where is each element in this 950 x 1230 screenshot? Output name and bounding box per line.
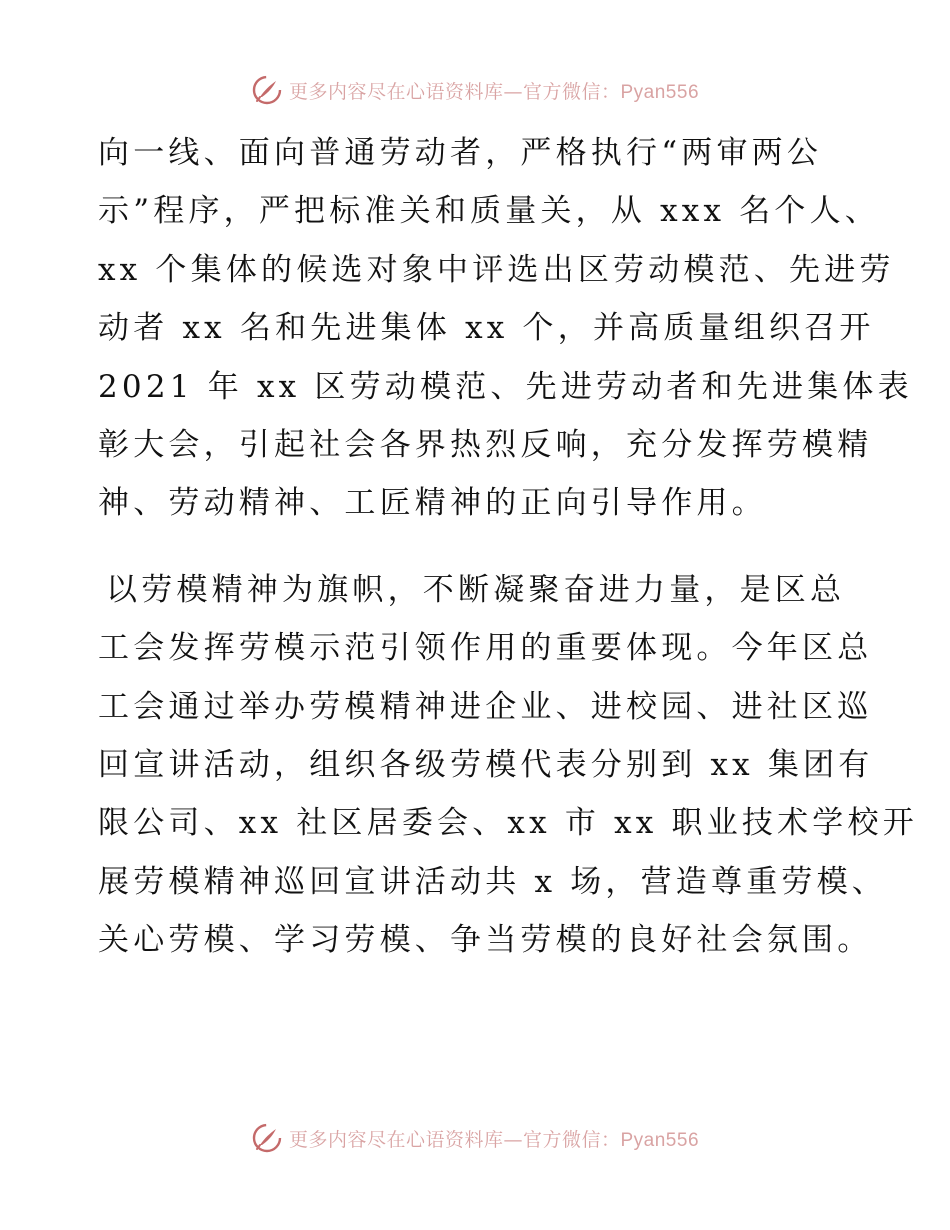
text-line: 示”程序，严把标准关和质量关，从 xxx 名个人、: [98, 193, 881, 230]
header-watermark: [0, 70, 950, 110]
text-line: 2021 年 xx 区劳动模范、先进劳动者和先进集体表: [98, 368, 913, 405]
text-line: 神、劳动精神、工匠精神的正向引导作用。: [98, 485, 767, 522]
text-line: 动者 xx 名和先进集体 xx 个，并高质量组织召开: [98, 310, 875, 347]
text-line: 关心劳模、学习劳模、争当劳模的良好社会氛围。: [98, 922, 873, 959]
text-line: 以劳模精神为旗帜，不断凝聚奋进力量，是区总: [106, 571, 846, 608]
text-line: xx 个集体的候选对象中评选出区劳动模范、先进劳: [98, 251, 895, 288]
text-line: 工会通过举办劳模精神进企业、进校园、进社区巡: [98, 688, 873, 725]
quill-logo-icon: [251, 1122, 283, 1154]
text-line: 回宣讲活动，组织各级劳模代表分别到 xx 集团有: [98, 747, 874, 784]
paragraph-1: [98, 124, 913, 533]
watermark-text: 更多内容尽在心语资料库—官方微信：Pyan556: [288, 1128, 700, 1151]
text-line: 工会发挥劳模示范引领作用的重要体现。今年区总: [98, 630, 873, 667]
text-line: 彰大会，引起社会各界热烈反响，充分发挥劳模精: [98, 427, 873, 464]
document-body: [98, 124, 918, 970]
quill-logo-icon: [251, 74, 283, 106]
paragraph-2: [98, 561, 918, 970]
text-line: 展劳模精神巡回宣讲活动共 x 场，营造尊重劳模、: [98, 863, 887, 900]
footer-watermark: [0, 1118, 950, 1158]
text-line: 向一线、面向普通劳动者，严格执行“两审两公: [98, 135, 823, 171]
text-line: 限公司、xx 社区居委会、xx 市 xx 职业技术学校开: [98, 805, 918, 842]
watermark-text: 更多内容尽在心语资料库—官方微信：Pyan556: [288, 80, 700, 103]
